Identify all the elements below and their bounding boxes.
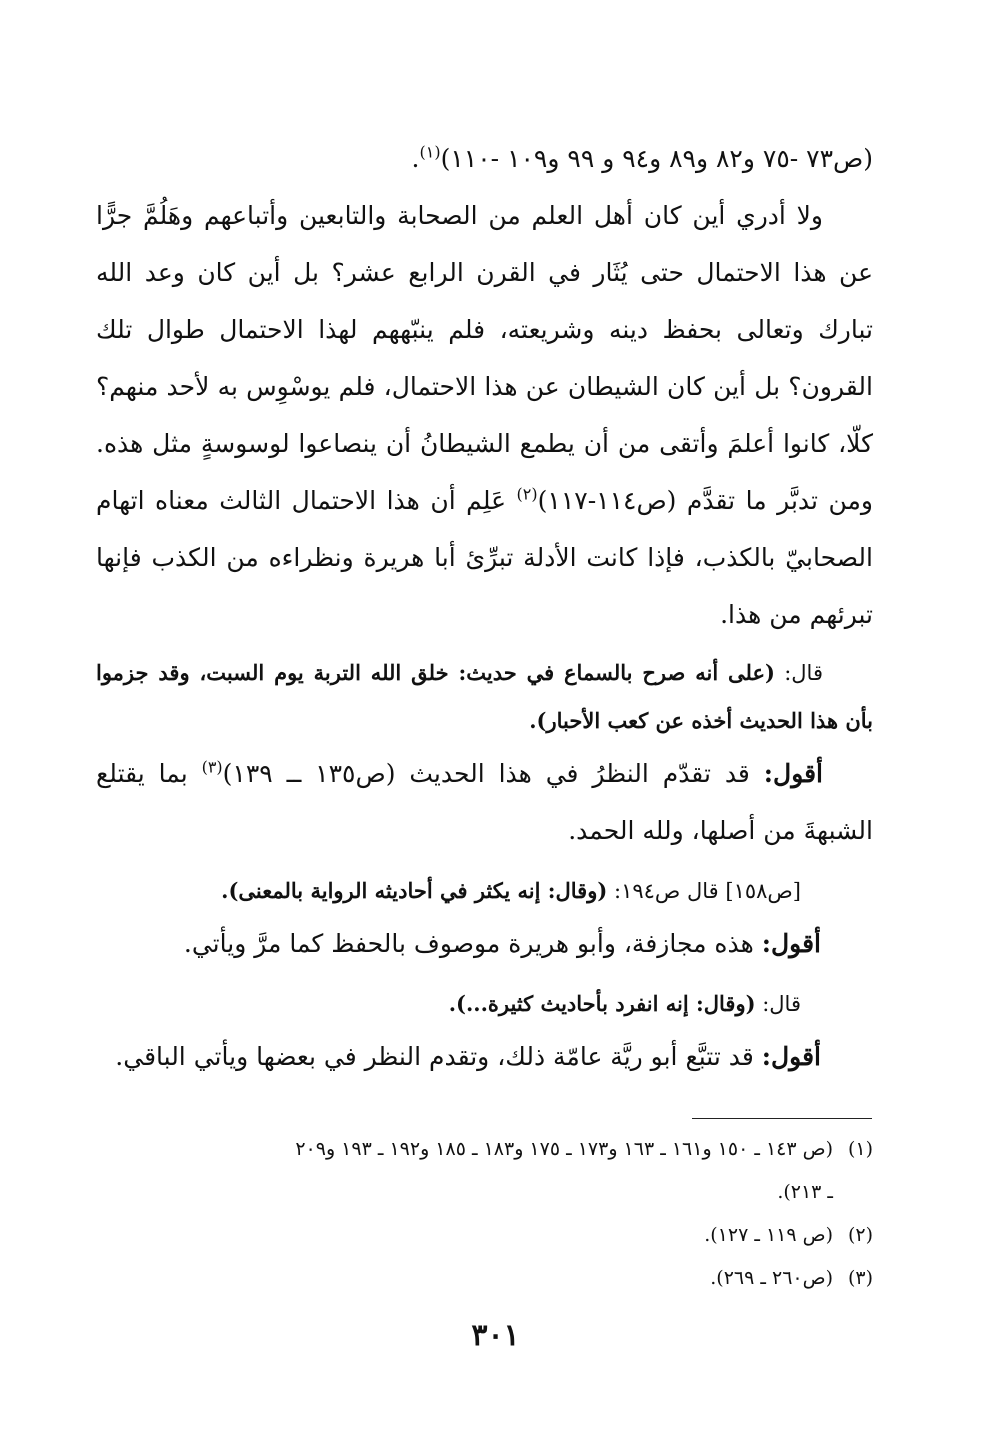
footnote-marker-3: (٣): [201, 757, 223, 777]
references-text: (ص٧٣ -٧٥ و٨٢ و٨٩ و٩٤ و ٩٩ و١٠٩ -١١٠): [440, 144, 873, 173]
footnote-1-cont-text: ـ ٢١٣).: [777, 1181, 833, 1203]
reply-1-text: قد تقدّم النظرُ في هذا الحديث (ص١٣٥ ــ ١٣٩): [222, 759, 764, 788]
quote-3: [96, 980, 873, 1028]
reply-3: [96, 1028, 873, 1085]
footnotes: [96, 1128, 873, 1300]
quote-1: [96, 649, 873, 745]
quote-3-label: قال:: [755, 992, 801, 1016]
quote-1-text: (على أنه صرح بالسماع في حديث: خلق الله التربة يوم السبت، وقد جزموا بأن هذا الحديث أخذه عن كعب الأحبار).: [96, 660, 873, 733]
reply-3-label: أقول:: [761, 1042, 821, 1071]
paragraph-1: [96, 187, 873, 643]
quote-3-text: (وقال: إنه انفرد بأحاديث كثيرة...).: [448, 991, 756, 1016]
footnote-1-continuation: [96, 1171, 873, 1214]
footnote-3: [96, 1257, 873, 1300]
quote-2: [96, 867, 873, 915]
footnote-3-number: (٣): [847, 1267, 873, 1289]
footnote-1-number: (١): [847, 1138, 873, 1160]
reply-2-label: أقول:: [761, 929, 821, 958]
footnote-2-number: (٢): [847, 1224, 873, 1246]
footnote-1: [96, 1128, 873, 1171]
footnote-marker-1: (١): [419, 142, 441, 162]
reply-1: [96, 745, 873, 859]
reply-1-label: أقول:: [763, 759, 824, 788]
footnote-3-text: (ص٢٦٠ ـ ٢٦٩).: [710, 1267, 833, 1289]
reply-1-end: بما يقتلع الشبهةَ من أصلها، ولله الحمد.: [96, 759, 873, 845]
quote-2-prefix: [ص١٥٨] قال ص١٩٤:: [607, 879, 801, 903]
quote-2-text: (وقال: إنه يكثر في أحاديثه الرواية بالمعنى).: [221, 878, 608, 903]
quote-1-label: قال:: [774, 661, 823, 685]
footnote-2-text: (ص ١١٩ ـ ١٢٧).: [704, 1224, 833, 1246]
page-references-line: (ص٧٣ -٧٥ و٨٢ و٨٩ و٩٤ و ٩٩ و١٠٩ -١١٠)$^{(١)}$.: [411, 142, 873, 173]
footnote-marker-2: (٢): [516, 484, 538, 504]
footnote-divider: [692, 1118, 872, 1119]
footnote-1-text: (ص ١٤٣ ـ ١٥٠ و١٦١ ـ ١٦٣ و١٧٣ ـ ١٧٥ و١٨٣ ـ ١٨٥ و١٩٢ ـ ١٩٣ و٢٠٩: [295, 1138, 833, 1160]
main-text: [96, 130, 873, 1085]
reply-2: [96, 915, 873, 972]
reply-2-text: هذه مجازفة، وأبو هريرة موصوف بالحفظ كما مرَّ ويأتي.: [183, 929, 762, 958]
reply-3-text: قد تتبَّع أبو ريَّة عامّة ذلك، وتقدم النظر في بعضها ويأتي الباقي.: [115, 1042, 762, 1071]
footnote-2: [96, 1214, 873, 1257]
page-number: ٣٠١: [471, 1318, 520, 1353]
paragraph-1-end: عَلِم أن هذا الاحتمال الثالث معناه اتهام الصحابيّ بالكذب، فإذا كانت الأدلة تبرِّئ أبا هريرة ونظراءه من الكذب فإنها تبرئهم من هذا.: [96, 486, 873, 629]
paragraph-1-text: ولا أدري أين كان أهل العلم من الصحابة والتابعين وأتباعهم وهَلُمَّ جرًّا عن هذا الاحتمال حتى يُثَار في القرن الرابع عشر؟ بل أين كان وعد الله تبارك وتعالى بحفظ دينه وشريعته، فلم ينبّههم لهذا الاحتمال طوال تلك القرون؟ بل أين كان الشيطان عن هذا الاحتمال، فلم يوسْوِس به لأحد منهم؟ كلّا، كانوا أعلمَ وأتقى من أن يطمع الشيطانُ أن ينصاعوا لوسوسةٍ مثل هذه. ومن تدبَّر ما تقدَّم (ص١١٤-١١٧): [96, 201, 873, 515]
